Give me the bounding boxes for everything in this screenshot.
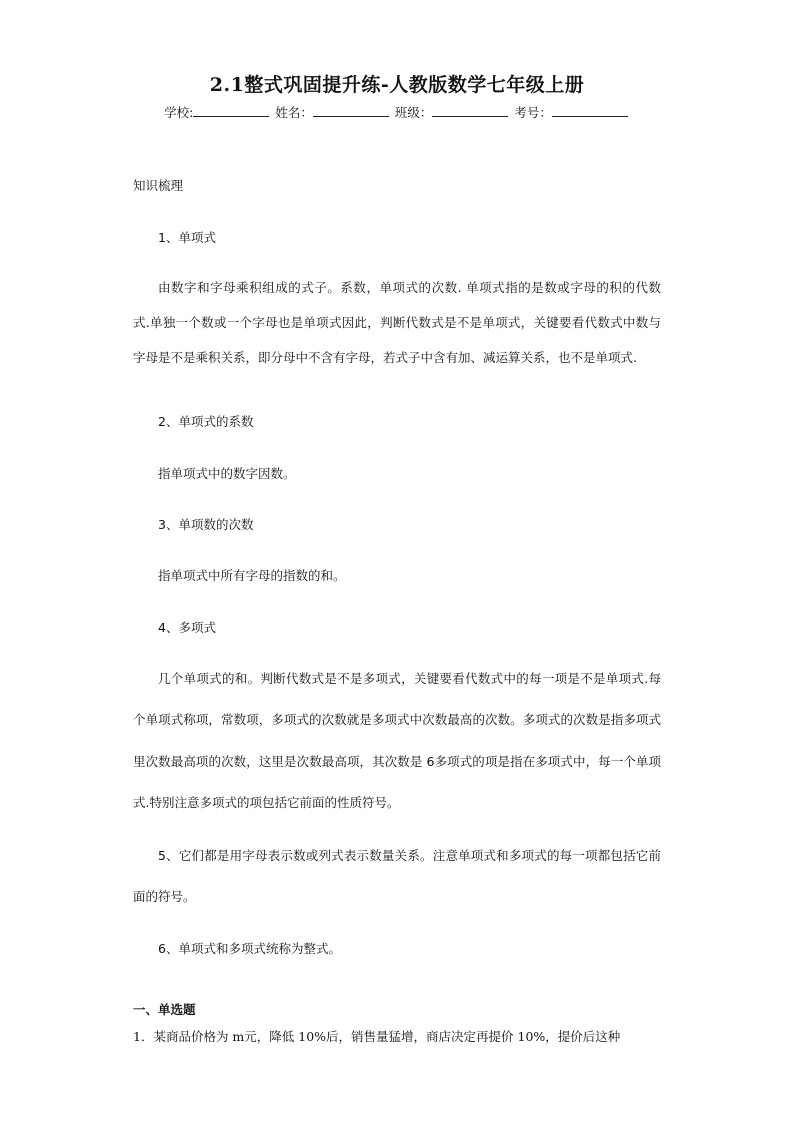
exam-number-blank[interactable] — [552, 106, 628, 117]
school-label: 学校: — [164, 105, 194, 120]
section-2-title: 2、单项式的系数 — [158, 414, 254, 429]
section-4-line: 个单项式称项，常数项，多项式的次数就是多项式中次数最高的次数。多项式的次数是指多项式 — [133, 712, 661, 728]
student-info-row — [0, 103, 794, 121]
section-4-body — [133, 669, 661, 814]
name-blank[interactable] — [313, 106, 389, 117]
section-5-line: 面的符号。 — [133, 889, 196, 905]
section-4-line: 式.特别注意多项式的项包括它前面的性质符号。 — [133, 795, 400, 811]
question-1-text: 1．某商品价格为 m元，降低 10%后，销售量猛增，商店决定再提价 10%，提价后这种 — [133, 1029, 621, 1044]
section-1-line: 式.单独一个数或一个字母也是单项式因此，判断代数式是不是单项式，关键要看代数式中数与 — [133, 314, 661, 330]
name-label: 姓名： — [275, 105, 313, 120]
section-1-body — [133, 278, 661, 368]
section-1-line: 由数字和字母乘积组成的式子。系数，单项式的次数. 单项式指的是数或字母的积的代数 — [158, 280, 661, 295]
school-blank[interactable] — [193, 106, 269, 117]
exam-number-label: 考号： — [514, 105, 552, 120]
section-1-line: 字母是不是乘积关系，即分母中不含有字母，若式子中含有加、减运算关系，也不是单项式. — [133, 349, 637, 365]
section-2-text: 指单项式中的数字因数。 — [158, 466, 296, 481]
section-4-title: 4、多项式 — [158, 620, 216, 635]
class-blank[interactable] — [432, 106, 508, 117]
section-4-line: 里次数最高项的次数，这里是次数最高项，其次数是 6多项式的项是指在多项式中，每一个单项 — [133, 753, 661, 769]
section-6-text: 6、单项式和多项式统称为整式。 — [158, 941, 341, 956]
section-3-text: 指单项式中所有字母的指数的和。 — [158, 568, 346, 583]
section-1-title: 1、单项式 — [158, 230, 216, 245]
knowledge-heading: 知识梳理 — [133, 178, 184, 193]
section-5-body — [133, 846, 661, 908]
class-label: 班级： — [394, 105, 433, 120]
section-4-line: 几个单项式的和。判断代数式是不是多项式，关键要看代数式中的每一项是不是单项式.每 — [158, 671, 661, 686]
page-title: 2.1整式巩固提升练-人教版数学七年级上册 — [209, 74, 585, 96]
section-3-title: 3、单项数的次数 — [158, 517, 254, 532]
section-5-line: 5、它们都是用字母表示数或列式表示数量关系。注意单项式和多项式的每一项都包括它前 — [158, 848, 661, 863]
single-choice-heading: 一、单选题 — [133, 1002, 196, 1017]
